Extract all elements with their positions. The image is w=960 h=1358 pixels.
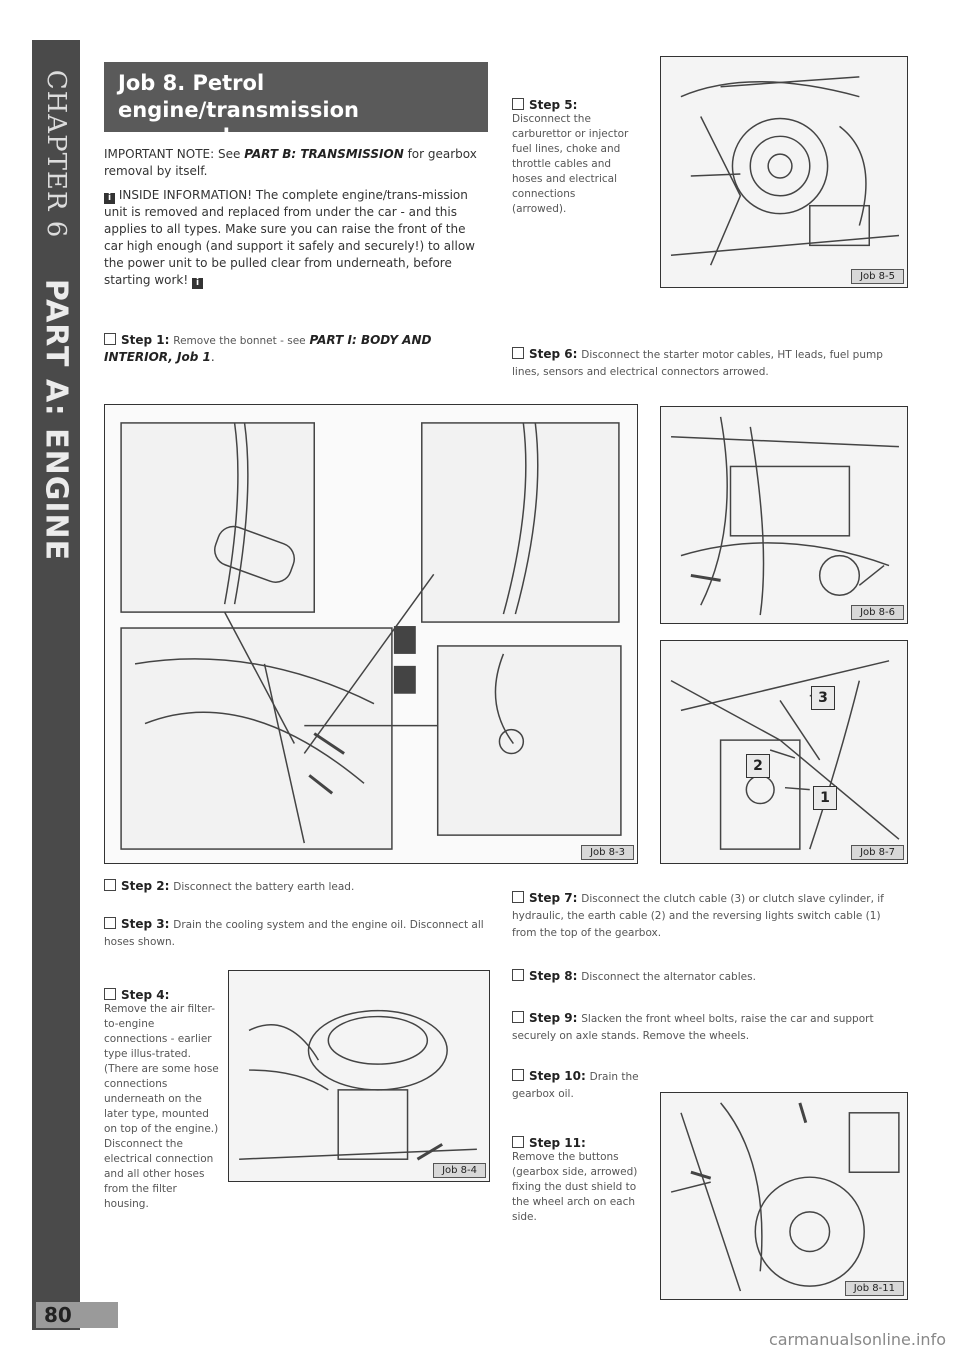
checkbox-icon[interactable] <box>512 969 524 981</box>
figure-job-8-6 <box>660 406 908 624</box>
checkbox-icon[interactable] <box>512 891 524 903</box>
callout-1: 1 <box>813 786 837 810</box>
checkbox-icon[interactable] <box>512 1069 524 1081</box>
figure-job-8-11 <box>660 1092 908 1300</box>
callout-3: 3 <box>811 686 835 710</box>
figure-tag: Job 8-6 <box>851 605 904 620</box>
figure-job-8-5 <box>660 56 908 288</box>
step-7: Step 7: Disconnect the clutch cable (3) or clutch slave cylinder, if hydraulic, the earth cable (2) and the reversing lights switch cable (1) from the top of the gearbox. <box>512 891 884 939</box>
sidebar-chapter-label: CHAPTER 6 <box>41 69 71 239</box>
figure-tag: Job 8-4 <box>433 1163 486 1178</box>
step-6: Step 6: Disconnect the starter motor cables, HT leads, fuel pump lines, sensors and electrical connectors arrowed. <box>512 347 883 378</box>
step-1: Step 1: Remove the bonnet - see PART I: BODY AND INTERIOR, Job 1. <box>104 333 432 364</box>
figure-tag: Job 8-3 <box>581 845 634 860</box>
watermark: carmanualsonline.info <box>768 1330 946 1349</box>
job-title-line2: - removal. <box>118 125 238 149</box>
checkbox-icon[interactable] <box>512 1136 524 1148</box>
info-icon: i <box>104 193 115 204</box>
wheel-hub-illustration <box>661 1093 907 1299</box>
step-10: Step 10: Drain the gearbox oil. <box>512 1069 639 1100</box>
step-11: Step 11: Remove the buttons (gearbox side, arrowed) fixing the dust shield to the wheel arch on each side. <box>512 1136 638 1223</box>
checkbox-icon[interactable] <box>104 333 116 345</box>
info-icon: i <box>192 278 203 289</box>
step-8: Step 8: Disconnect the alternator cables. <box>512 968 908 985</box>
figure-tag: Job 8-5 <box>851 269 904 284</box>
starter-motor-illustration <box>661 407 907 623</box>
checkbox-icon[interactable] <box>512 1011 524 1023</box>
job-title-line1: Job 8. Petrol engine/transmission <box>118 71 359 122</box>
air-filter-illustration <box>229 971 489 1181</box>
step-9: Step 9: Slacken the front wheel bolts, raise the car and support securely on axle stands. Remove the wheels. <box>512 1011 874 1042</box>
step-4: Step 4: Remove the air filter-to-engine connections - earlier type illus-trated. (There are some hose connections underneath on the later type, mounted on top of the engine.) Disconnect the electrical connection and all other hoses from the filter housing. <box>104 988 219 1210</box>
callout-2: 2 <box>746 754 770 778</box>
checkbox-icon[interactable] <box>512 98 524 110</box>
checkbox-icon[interactable] <box>104 879 116 891</box>
carburettor-illustration <box>661 57 907 287</box>
inside-information: i INSIDE INFORMATION! The complete engine/trans-mission unit is removed and replaced from under the car - and this applies to all types. Make sure you can raise the front of the car high enough (and support it safely and securely!) to allow the power unit to be pulled clear from underneath, before starting work! i <box>104 188 475 288</box>
important-note: IMPORTANT NOTE: See PART B: TRANSMISSION for gearbox removal by itself. <box>104 147 477 178</box>
checkbox-icon[interactable] <box>104 988 116 1000</box>
figure-job-8-3 <box>104 404 638 864</box>
page-number: 80 <box>36 1302 118 1328</box>
step-2: Step 2: Disconnect the battery earth lead. <box>104 878 488 895</box>
checkbox-icon[interactable] <box>512 347 524 359</box>
figure-job-8-7 <box>660 640 908 864</box>
step-5: Step 5: Disconnect the carburettor or injector fuel lines, choke and throttle cables and hoses and electrical connections (arrowed). <box>512 98 629 215</box>
step-3: Step 3: Drain the cooling system and the engine oil. Disconnect all hoses shown. <box>104 917 484 948</box>
checkbox-icon[interactable] <box>104 917 116 929</box>
job-title <box>104 62 488 149</box>
figure-tag: Job 8-7 <box>851 845 904 860</box>
figure-tag: Job 8-11 <box>845 1281 904 1296</box>
sidebar-part-label: PART A: ENGINE <box>38 278 74 562</box>
figure-job-8-4 <box>228 970 490 1182</box>
engine-hoses-illustration <box>105 405 637 863</box>
gearbox-top-illustration <box>661 641 907 863</box>
